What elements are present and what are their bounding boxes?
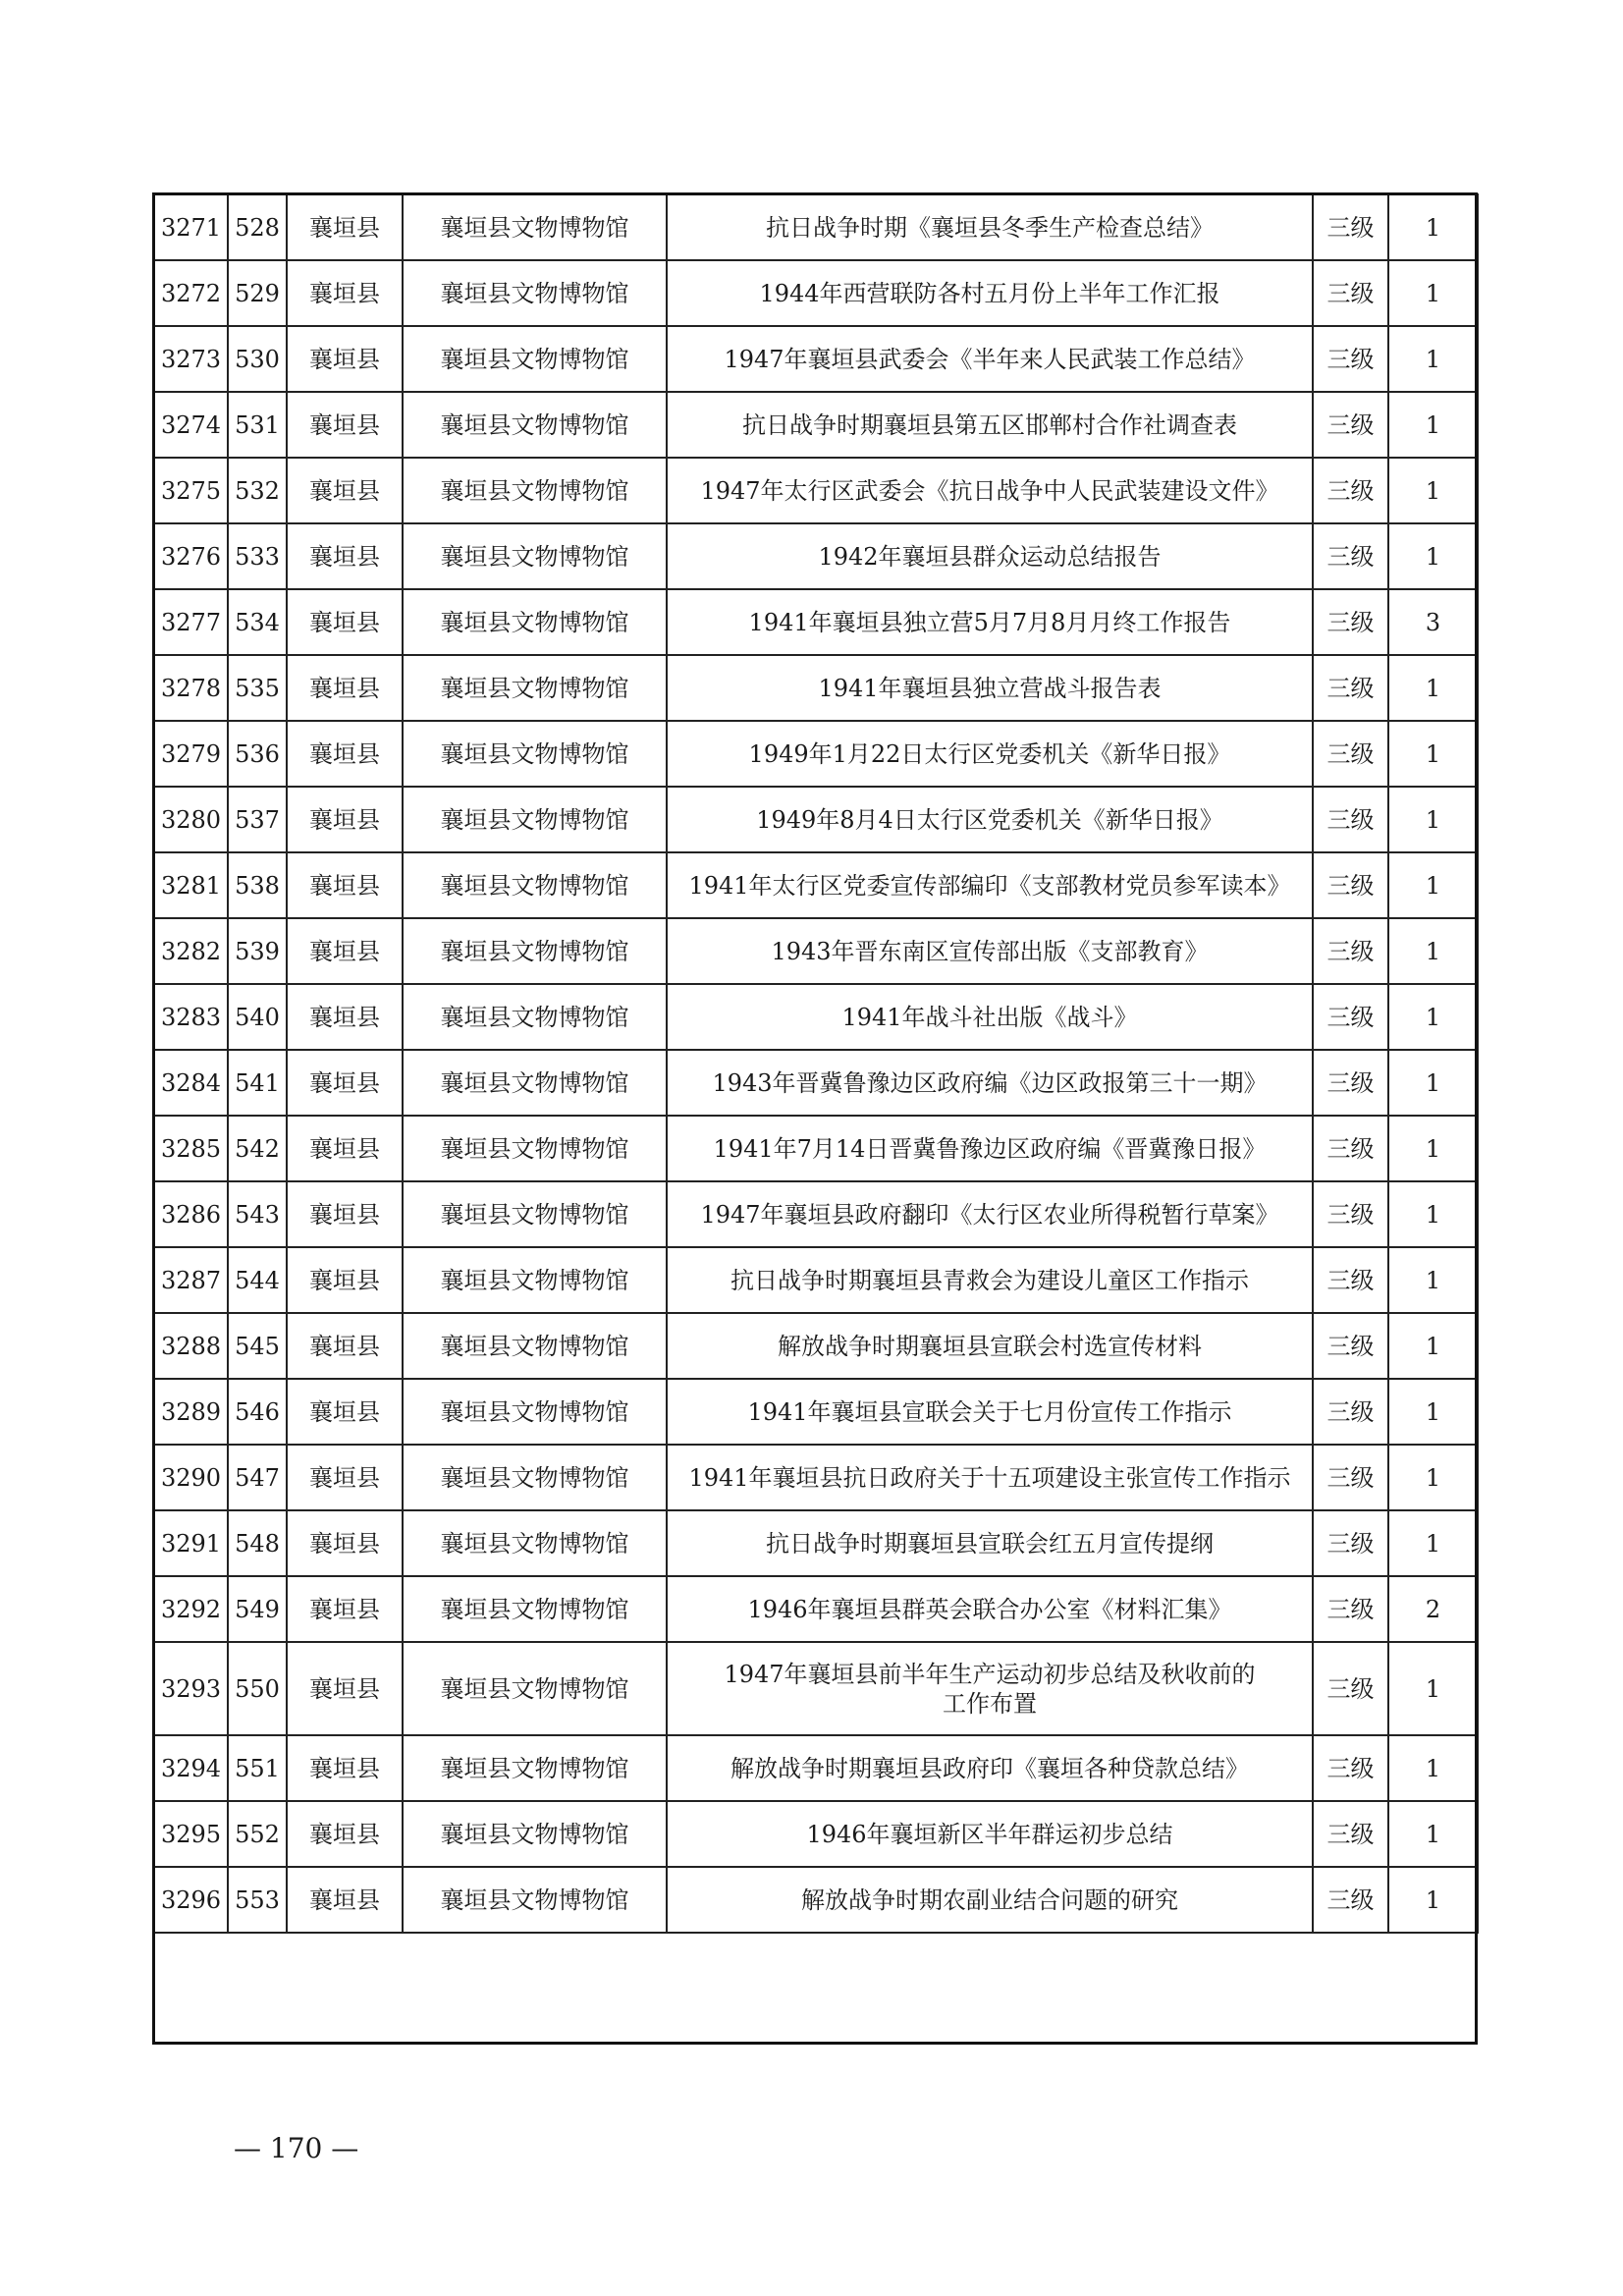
cell-grade: 三级 bbox=[1313, 326, 1388, 392]
table-row bbox=[154, 1735, 1478, 1801]
cell-grade: 三级 bbox=[1313, 1867, 1388, 1933]
table-row bbox=[154, 1642, 1478, 1735]
cell-collection-unit: 襄垣县文物博物馆 bbox=[403, 458, 667, 523]
relic-name-line: 1944年西营联防各村五月份上半年工作汇报 bbox=[759, 279, 1220, 307]
cell-collection-unit: 襄垣县文物博物馆 bbox=[403, 655, 667, 721]
cell-grade: 三级 bbox=[1313, 1510, 1388, 1576]
relic-name-line: 1946年襄垣县群英会联合办公室《材料汇集》 bbox=[747, 1595, 1232, 1623]
relic-name-line: 工作布置 bbox=[943, 1689, 1037, 1718]
cell-relic-name bbox=[667, 1867, 1313, 1933]
table-row bbox=[154, 194, 1478, 260]
cell-collection-unit: 襄垣县文物博物馆 bbox=[403, 1445, 667, 1510]
cell-county: 襄垣县 bbox=[287, 326, 403, 392]
cell-serial: 3284 bbox=[154, 1050, 228, 1116]
table-row bbox=[154, 984, 1478, 1050]
cell-collection-unit: 襄垣县文物博物馆 bbox=[403, 260, 667, 326]
cell-county: 襄垣县 bbox=[287, 1181, 403, 1247]
cell-relic-name bbox=[667, 1801, 1313, 1867]
cell-relic-name bbox=[667, 1642, 1313, 1735]
cell-item-number: 535 bbox=[228, 655, 287, 721]
relic-name-line: 解放战争时期襄垣县政府印《襄垣各种贷款总结》 bbox=[730, 1754, 1249, 1782]
relic-name-line: 1941年太行区党委宣传部编印《支部教材党员参军读本》 bbox=[688, 871, 1291, 900]
cell-collection-unit: 襄垣县文物博物馆 bbox=[403, 326, 667, 392]
cell-quantity: 2 bbox=[1388, 1576, 1478, 1642]
cell-serial: 3279 bbox=[154, 721, 228, 787]
cell-quantity: 1 bbox=[1388, 1867, 1478, 1933]
cell-grade: 三级 bbox=[1313, 787, 1388, 852]
cell-relic-name bbox=[667, 852, 1313, 918]
cell-serial: 3288 bbox=[154, 1313, 228, 1379]
cell-relic-name bbox=[667, 1576, 1313, 1642]
cell-county: 襄垣县 bbox=[287, 918, 403, 984]
cell-item-number: 551 bbox=[228, 1735, 287, 1801]
cell-serial: 3293 bbox=[154, 1642, 228, 1735]
cell-collection-unit: 襄垣县文物博物馆 bbox=[403, 1510, 667, 1576]
cell-item-number: 533 bbox=[228, 523, 287, 589]
cell-county: 襄垣县 bbox=[287, 1116, 403, 1181]
cell-quantity: 1 bbox=[1388, 392, 1478, 458]
cell-county: 襄垣县 bbox=[287, 984, 403, 1050]
cell-relic-name bbox=[667, 1735, 1313, 1801]
cell-serial: 3274 bbox=[154, 392, 228, 458]
cell-grade: 三级 bbox=[1313, 260, 1388, 326]
table-row bbox=[154, 326, 1478, 392]
cell-quantity: 1 bbox=[1388, 1379, 1478, 1445]
cell-item-number: 539 bbox=[228, 918, 287, 984]
cell-serial: 3295 bbox=[154, 1801, 228, 1867]
table-row bbox=[154, 458, 1478, 523]
cell-serial: 3277 bbox=[154, 589, 228, 655]
cell-grade: 三级 bbox=[1313, 194, 1388, 260]
table-body bbox=[154, 194, 1478, 1933]
relic-name-line: 1947年襄垣县武委会《半年来人民武装工作总结》 bbox=[724, 345, 1256, 373]
cell-quantity: 1 bbox=[1388, 655, 1478, 721]
cell-relic-name bbox=[667, 1116, 1313, 1181]
relics-table bbox=[153, 193, 1479, 1934]
relic-name-line: 1942年襄垣县群众运动总结报告 bbox=[818, 542, 1162, 571]
cell-collection-unit: 襄垣县文物博物馆 bbox=[403, 1867, 667, 1933]
cell-relic-name bbox=[667, 589, 1313, 655]
cell-collection-unit: 襄垣县文物博物馆 bbox=[403, 1576, 667, 1642]
cell-grade: 三级 bbox=[1313, 1576, 1388, 1642]
cell-quantity: 3 bbox=[1388, 589, 1478, 655]
cell-county: 襄垣县 bbox=[287, 1576, 403, 1642]
cell-relic-name bbox=[667, 1510, 1313, 1576]
cell-relic-name bbox=[667, 458, 1313, 523]
cell-item-number: 553 bbox=[228, 1867, 287, 1933]
cell-collection-unit: 襄垣县文物博物馆 bbox=[403, 1735, 667, 1801]
cell-grade: 三级 bbox=[1313, 852, 1388, 918]
cell-county: 襄垣县 bbox=[287, 194, 403, 260]
cell-item-number: 534 bbox=[228, 589, 287, 655]
cell-serial: 3276 bbox=[154, 523, 228, 589]
cell-quantity: 1 bbox=[1388, 1510, 1478, 1576]
cell-serial: 3273 bbox=[154, 326, 228, 392]
cell-county: 襄垣县 bbox=[287, 458, 403, 523]
cell-serial: 3285 bbox=[154, 1116, 228, 1181]
cell-grade: 三级 bbox=[1313, 1735, 1388, 1801]
relic-name-line: 抗日战争时期襄垣县青救会为建设儿童区工作指示 bbox=[730, 1266, 1249, 1294]
cell-county: 襄垣县 bbox=[287, 655, 403, 721]
table-row bbox=[154, 852, 1478, 918]
cell-relic-name bbox=[667, 392, 1313, 458]
cell-serial: 3272 bbox=[154, 260, 228, 326]
cell-collection-unit: 襄垣县文物博物馆 bbox=[403, 523, 667, 589]
table-row bbox=[154, 721, 1478, 787]
cell-county: 襄垣县 bbox=[287, 392, 403, 458]
cell-relic-name bbox=[667, 918, 1313, 984]
cell-item-number: 542 bbox=[228, 1116, 287, 1181]
relic-name-line: 1949年1月22日太行区党委机关《新华日报》 bbox=[748, 739, 1231, 768]
relic-name-line: 解放战争时期农副业结合问题的研究 bbox=[801, 1886, 1178, 1914]
cell-quantity: 1 bbox=[1388, 1181, 1478, 1247]
cell-grade: 三级 bbox=[1313, 1247, 1388, 1313]
cell-quantity: 1 bbox=[1388, 1445, 1478, 1510]
cell-grade: 三级 bbox=[1313, 1050, 1388, 1116]
cell-item-number: 549 bbox=[228, 1576, 287, 1642]
cell-item-number: 543 bbox=[228, 1181, 287, 1247]
cell-serial: 3296 bbox=[154, 1867, 228, 1933]
cell-quantity: 1 bbox=[1388, 787, 1478, 852]
cell-relic-name bbox=[667, 787, 1313, 852]
relic-name-line: 1941年襄垣县独立营战斗报告表 bbox=[818, 674, 1162, 702]
cell-county: 襄垣县 bbox=[287, 1642, 403, 1735]
cell-relic-name bbox=[667, 523, 1313, 589]
cell-relic-name bbox=[667, 326, 1313, 392]
table-row bbox=[154, 1181, 1478, 1247]
cell-quantity: 1 bbox=[1388, 984, 1478, 1050]
table-row bbox=[154, 1247, 1478, 1313]
cell-serial: 3291 bbox=[154, 1510, 228, 1576]
cell-relic-name bbox=[667, 260, 1313, 326]
cell-quantity: 1 bbox=[1388, 1642, 1478, 1735]
cell-collection-unit: 襄垣县文物博物馆 bbox=[403, 194, 667, 260]
cell-item-number: 544 bbox=[228, 1247, 287, 1313]
cell-collection-unit: 襄垣县文物博物馆 bbox=[403, 392, 667, 458]
cell-quantity: 1 bbox=[1388, 918, 1478, 984]
cell-item-number: 541 bbox=[228, 1050, 287, 1116]
cell-grade: 三级 bbox=[1313, 1642, 1388, 1735]
cell-grade: 三级 bbox=[1313, 721, 1388, 787]
cell-collection-unit: 襄垣县文物博物馆 bbox=[403, 1181, 667, 1247]
cell-item-number: 528 bbox=[228, 194, 287, 260]
cell-quantity: 1 bbox=[1388, 523, 1478, 589]
cell-collection-unit: 襄垣县文物博物馆 bbox=[403, 787, 667, 852]
cell-relic-name bbox=[667, 1247, 1313, 1313]
cell-item-number: 531 bbox=[228, 392, 287, 458]
cell-relic-name bbox=[667, 1313, 1313, 1379]
cell-collection-unit: 襄垣县文物博物馆 bbox=[403, 852, 667, 918]
cell-grade: 三级 bbox=[1313, 1181, 1388, 1247]
cell-county: 襄垣县 bbox=[287, 1735, 403, 1801]
table-row bbox=[154, 1510, 1478, 1576]
cell-item-number: 540 bbox=[228, 984, 287, 1050]
cell-item-number: 530 bbox=[228, 326, 287, 392]
cell-relic-name bbox=[667, 1181, 1313, 1247]
cell-collection-unit: 襄垣县文物博物馆 bbox=[403, 721, 667, 787]
cell-serial: 3281 bbox=[154, 852, 228, 918]
relic-name-line: 1947年襄垣县前半年生产运动初步总结及秋收前的 bbox=[724, 1660, 1256, 1688]
cell-county: 襄垣县 bbox=[287, 1247, 403, 1313]
cell-county: 襄垣县 bbox=[287, 1801, 403, 1867]
cell-county: 襄垣县 bbox=[287, 1510, 403, 1576]
cell-quantity: 1 bbox=[1388, 721, 1478, 787]
cell-serial: 3287 bbox=[154, 1247, 228, 1313]
table-row bbox=[154, 1050, 1478, 1116]
cell-quantity: 1 bbox=[1388, 1050, 1478, 1116]
relic-name-line: 抗日战争时期襄垣县第五区邯郸村合作社调查表 bbox=[742, 410, 1237, 439]
cell-county: 襄垣县 bbox=[287, 721, 403, 787]
cell-serial: 3290 bbox=[154, 1445, 228, 1510]
cell-serial: 3280 bbox=[154, 787, 228, 852]
cell-grade: 三级 bbox=[1313, 984, 1388, 1050]
table-row bbox=[154, 1867, 1478, 1933]
cell-item-number: 547 bbox=[228, 1445, 287, 1510]
cell-collection-unit: 襄垣县文物博物馆 bbox=[403, 984, 667, 1050]
cell-serial: 3271 bbox=[154, 194, 228, 260]
cell-item-number: 548 bbox=[228, 1510, 287, 1576]
relic-name-line: 1946年襄垣新区半年群运初步总结 bbox=[806, 1820, 1173, 1848]
cell-grade: 三级 bbox=[1313, 655, 1388, 721]
cell-county: 襄垣县 bbox=[287, 1313, 403, 1379]
table-row bbox=[154, 655, 1478, 721]
cell-quantity: 1 bbox=[1388, 458, 1478, 523]
table-row bbox=[154, 1576, 1478, 1642]
cell-grade: 三级 bbox=[1313, 1801, 1388, 1867]
cell-quantity: 1 bbox=[1388, 1801, 1478, 1867]
relic-name-line: 1941年襄垣县独立营5月7月8月月终工作报告 bbox=[748, 608, 1231, 636]
table-row bbox=[154, 589, 1478, 655]
cell-relic-name bbox=[667, 984, 1313, 1050]
cell-grade: 三级 bbox=[1313, 1313, 1388, 1379]
relic-name-line: 抗日战争时期《襄垣县冬季生产检查总结》 bbox=[766, 213, 1214, 242]
table-row bbox=[154, 260, 1478, 326]
cell-item-number: 538 bbox=[228, 852, 287, 918]
cell-grade: 三级 bbox=[1313, 392, 1388, 458]
cell-grade: 三级 bbox=[1313, 1445, 1388, 1510]
cell-relic-name bbox=[667, 1379, 1313, 1445]
cell-grade: 三级 bbox=[1313, 1116, 1388, 1181]
relic-name-line: 1947年太行区武委会《抗日战争中人民武装建设文件》 bbox=[700, 476, 1279, 505]
cell-county: 襄垣县 bbox=[287, 1379, 403, 1445]
cell-quantity: 1 bbox=[1388, 1735, 1478, 1801]
table-row bbox=[154, 787, 1478, 852]
cell-item-number: 550 bbox=[228, 1642, 287, 1735]
cell-quantity: 1 bbox=[1388, 194, 1478, 260]
cell-item-number: 532 bbox=[228, 458, 287, 523]
relic-name-line: 1941年襄垣县宣联会关于七月份宣传工作指示 bbox=[747, 1397, 1232, 1426]
cell-county: 襄垣县 bbox=[287, 1867, 403, 1933]
cell-grade: 三级 bbox=[1313, 589, 1388, 655]
relic-name-line: 1941年战斗社出版《战斗》 bbox=[841, 1003, 1138, 1031]
table-row bbox=[154, 1801, 1478, 1867]
cell-grade: 三级 bbox=[1313, 1379, 1388, 1445]
cell-grade: 三级 bbox=[1313, 918, 1388, 984]
cell-relic-name bbox=[667, 655, 1313, 721]
relic-name-line: 1943年晋冀鲁豫边区政府编《边区政报第三十一期》 bbox=[712, 1068, 1268, 1097]
table-row bbox=[154, 1379, 1478, 1445]
cell-collection-unit: 襄垣县文物博物馆 bbox=[403, 589, 667, 655]
cell-grade: 三级 bbox=[1313, 523, 1388, 589]
cell-quantity: 1 bbox=[1388, 326, 1478, 392]
cell-quantity: 1 bbox=[1388, 1247, 1478, 1313]
relic-name-line: 1941年7月14日晋冀鲁豫边区政府编《晋冀豫日报》 bbox=[713, 1134, 1267, 1163]
cell-collection-unit: 襄垣县文物博物馆 bbox=[403, 1313, 667, 1379]
cell-item-number: 537 bbox=[228, 787, 287, 852]
relic-name-line: 1947年襄垣县政府翻印《太行区农业所得税暂行草案》 bbox=[700, 1200, 1279, 1229]
cell-county: 襄垣县 bbox=[287, 260, 403, 326]
cell-quantity: 1 bbox=[1388, 260, 1478, 326]
cell-serial: 3278 bbox=[154, 655, 228, 721]
cell-county: 襄垣县 bbox=[287, 1050, 403, 1116]
cell-relic-name bbox=[667, 721, 1313, 787]
cell-serial: 3282 bbox=[154, 918, 228, 984]
cell-collection-unit: 襄垣县文物博物馆 bbox=[403, 918, 667, 984]
cell-serial: 3289 bbox=[154, 1379, 228, 1445]
relic-name-line: 抗日战争时期襄垣县宣联会红五月宣传提纲 bbox=[766, 1529, 1214, 1558]
cell-item-number: 552 bbox=[228, 1801, 287, 1867]
cell-quantity: 1 bbox=[1388, 1116, 1478, 1181]
table-row bbox=[154, 918, 1478, 984]
cell-collection-unit: 襄垣县文物博物馆 bbox=[403, 1379, 667, 1445]
cell-serial: 3294 bbox=[154, 1735, 228, 1801]
cell-serial: 3292 bbox=[154, 1576, 228, 1642]
cell-collection-unit: 襄垣县文物博物馆 bbox=[403, 1642, 667, 1735]
cell-relic-name bbox=[667, 194, 1313, 260]
cell-item-number: 545 bbox=[228, 1313, 287, 1379]
table-row bbox=[154, 523, 1478, 589]
cell-collection-unit: 襄垣县文物博物馆 bbox=[403, 1801, 667, 1867]
relic-name-line: 1941年襄垣县抗日政府关于十五项建设主张宣传工作指示 bbox=[688, 1463, 1291, 1492]
table-row bbox=[154, 1313, 1478, 1379]
cell-county: 襄垣县 bbox=[287, 787, 403, 852]
relic-name-line: 1949年8月4日太行区党委机关《新华日报》 bbox=[756, 805, 1223, 834]
cell-quantity: 1 bbox=[1388, 852, 1478, 918]
cell-county: 襄垣县 bbox=[287, 852, 403, 918]
relic-name-line: 解放战争时期襄垣县宣联会村选宣传材料 bbox=[778, 1332, 1202, 1360]
relic-name-line: 1943年晋东南区宣传部出版《支部教育》 bbox=[771, 937, 1209, 965]
table-row bbox=[154, 1445, 1478, 1510]
cell-collection-unit: 襄垣县文物博物馆 bbox=[403, 1247, 667, 1313]
cell-collection-unit: 襄垣县文物博物馆 bbox=[403, 1050, 667, 1116]
cell-serial: 3286 bbox=[154, 1181, 228, 1247]
cell-county: 襄垣县 bbox=[287, 523, 403, 589]
cell-relic-name bbox=[667, 1445, 1313, 1510]
cell-quantity: 1 bbox=[1388, 1313, 1478, 1379]
cell-item-number: 529 bbox=[228, 260, 287, 326]
table-row bbox=[154, 392, 1478, 458]
cell-serial: 3275 bbox=[154, 458, 228, 523]
cell-collection-unit: 襄垣县文物博物馆 bbox=[403, 1116, 667, 1181]
cell-grade: 三级 bbox=[1313, 458, 1388, 523]
cell-county: 襄垣县 bbox=[287, 1445, 403, 1510]
page-number: — 170 — bbox=[234, 2132, 359, 2164]
cell-county: 襄垣县 bbox=[287, 589, 403, 655]
cell-relic-name bbox=[667, 1050, 1313, 1116]
cell-item-number: 546 bbox=[228, 1379, 287, 1445]
cell-item-number: 536 bbox=[228, 721, 287, 787]
table-row bbox=[154, 1116, 1478, 1181]
cell-serial: 3283 bbox=[154, 984, 228, 1050]
